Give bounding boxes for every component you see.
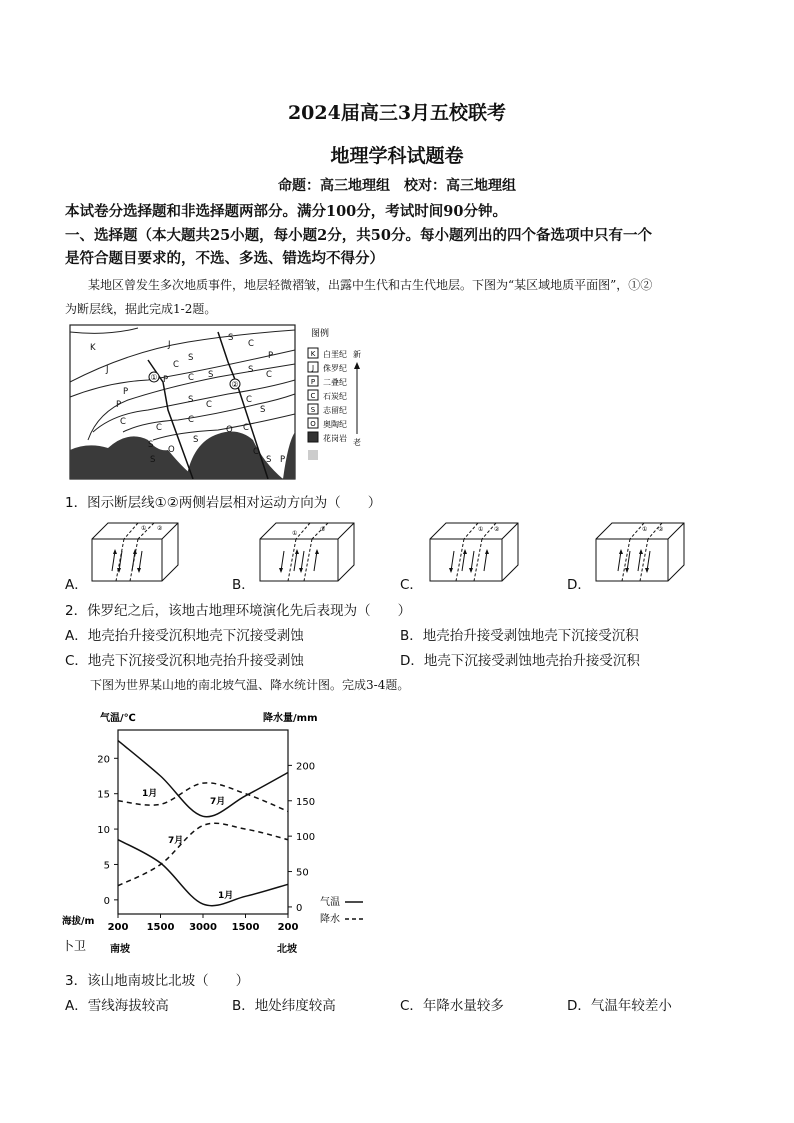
legend-name: 石炭纪 <box>323 392 347 401</box>
q3-option-b[interactable]: B．地处纬度较高 <box>232 998 336 1014</box>
y-right-tick-label: 150 <box>296 796 316 808</box>
legend-precip-label: 降水 <box>320 914 340 925</box>
q2-option-a[interactable]: A．地壳抬升接受沉积地壳下沉接受剥蚀 <box>65 628 304 644</box>
legend-name: 奥陶纪 <box>323 420 347 429</box>
north-slope-label: 北坡 <box>277 944 297 955</box>
svg-text:P: P <box>280 455 286 465</box>
section-heading-line1: 一、选择题（本大题共25小题，每小题2分，共50分。每小题列出的四个备选项中只有一个 <box>65 227 652 244</box>
svg-text:①: ① <box>478 526 484 533</box>
legend-code: S <box>310 406 316 414</box>
svg-text:S: S <box>150 455 156 465</box>
svg-text:S: S <box>148 440 154 450</box>
y-left-tick-label: 5 <box>103 860 110 872</box>
legend-name: 志留纪 <box>323 406 347 415</box>
svg-text:C: C <box>243 423 249 433</box>
svg-text:C: C <box>188 373 194 383</box>
svg-text:C: C <box>156 423 162 433</box>
exam-subtitle: 地理学科试题卷 <box>330 145 464 167</box>
y-right-tick-label: 0 <box>296 902 303 914</box>
svg-text:S: S <box>260 405 266 415</box>
x-axis-label: 海拔/m <box>62 916 95 927</box>
svg-text:S: S <box>188 353 194 363</box>
svg-text:C: C <box>120 417 126 427</box>
svg-text:S: S <box>228 333 234 343</box>
arrow-old-label: 老 <box>353 438 361 447</box>
svg-text:①: ① <box>642 526 648 533</box>
y-right-tick-label: 100 <box>296 832 316 844</box>
y-right-tick-label: 50 <box>296 867 309 879</box>
q1-option-a-label[interactable]: A． <box>65 577 88 593</box>
series-line-precip <box>118 823 288 885</box>
passage1-line1: 某地区曾发生多次地质事件，地层轻微褶皱，出露中生代和古生代地层。下图为“某区域地质平面图”，①② <box>88 278 653 292</box>
q1-option-c-label[interactable]: C． <box>400 577 423 593</box>
series-line-temp <box>118 741 288 817</box>
passage2: 下图为世界某山地的南北坡气温、降水统计图。完成3-4题。 <box>90 678 410 692</box>
svg-text:K: K <box>90 343 96 353</box>
q3-stem: 3．该山地南坡比北坡（ ） <box>65 973 250 989</box>
x-tick-label: 200 <box>277 922 299 933</box>
svg-text:J: J <box>106 365 109 375</box>
intro-text: 本试卷分选择题和非选择题两部分。满分100分，考试时间90分钟。 <box>65 203 507 220</box>
svg-text:②: ② <box>157 525 163 532</box>
exam-title: 2024届高三3月五校联考 <box>287 102 507 124</box>
block-diagram-c[interactable] <box>426 519 522 585</box>
y-left-tick-label: 20 <box>97 754 110 766</box>
svg-text:S: S <box>208 370 214 380</box>
block-diagram-a[interactable] <box>88 519 182 585</box>
legend-code: C <box>310 392 316 400</box>
svg-text:C: C <box>248 339 254 349</box>
legend-title: 图例 <box>311 329 330 339</box>
q3-option-a[interactable]: A．雪线海拔较高 <box>65 998 169 1014</box>
x-tick-label: 1500 <box>146 922 175 933</box>
legend-name: 侏罗纪 <box>323 364 347 373</box>
block-diagram-d[interactable] <box>592 519 688 585</box>
svg-text:C: C <box>173 360 179 370</box>
legend-code: J <box>311 364 315 372</box>
svg-text:S: S <box>193 435 199 445</box>
q2-option-d[interactable]: D．地壳下沉接受剥蚀地壳抬升接受沉积 <box>400 653 640 669</box>
svg-text:O: O <box>168 445 175 455</box>
section-heading-line2: 是符合题目要求的，不选、多选、错选均不得分） <box>65 250 384 267</box>
svg-text:O: O <box>226 425 233 435</box>
legend-code: O <box>310 420 316 428</box>
plot-frame <box>118 730 288 914</box>
series-label-jul-temp: 7月 <box>210 797 226 807</box>
svg-text:②: ② <box>320 526 326 533</box>
y-left-tick-label: 0 <box>103 895 110 907</box>
series-label-jan-temp: 1月 <box>218 891 234 901</box>
svg-text:S: S <box>248 365 254 375</box>
q2-option-b[interactable]: B．地壳抬升接受剥蚀地壳下沉接受沉积 <box>400 628 639 644</box>
q1-stem: 1．图示断层线①②两侧岩层相对运动方向为（ ） <box>65 495 382 511</box>
q3-option-d[interactable]: D．气温年较差小 <box>567 998 672 1014</box>
map-legend <box>308 348 347 443</box>
age-arrow-head <box>354 362 360 369</box>
svg-text:C: C <box>206 400 212 410</box>
q2-option-c[interactable]: C．地壳下沉接受沉积地壳抬升接受剥蚀 <box>65 653 304 669</box>
svg-text:S: S <box>188 395 194 405</box>
svg-text:①: ① <box>141 525 147 532</box>
legend-code: P <box>310 378 316 386</box>
x-tick-label: 200 <box>107 922 129 933</box>
q1-option-b-label[interactable]: B． <box>232 577 255 593</box>
svg-text:P: P <box>123 387 129 397</box>
stray-mark: 卜卫 <box>62 939 87 953</box>
legend-code: K <box>310 350 316 358</box>
block-diagram-b[interactable] <box>256 519 358 585</box>
legend-name: 二叠纪 <box>323 378 347 387</box>
fault-marker-2-label: ② <box>231 380 239 389</box>
legend-name: 花岗岩 <box>323 434 347 443</box>
svg-text:J: J <box>168 340 171 350</box>
y-left-label: 气温/℃ <box>100 713 136 724</box>
y-left-tick-label: 15 <box>97 789 110 801</box>
y-left-tick-label: 10 <box>97 825 110 837</box>
fault-marker-1-label: ① <box>150 373 158 382</box>
south-slope-label: 南坡 <box>110 944 130 955</box>
q2-stem: 2．侏罗纪之后，该地古地理环境演化先后表现为（ ） <box>65 603 412 619</box>
svg-text:C: C <box>188 415 194 425</box>
svg-text:P: P <box>163 375 169 385</box>
x-tick-label: 3000 <box>189 922 217 933</box>
author-line: 命题：高三地理组 校对：高三地理组 <box>278 178 516 194</box>
series-label-jul-precip: 7月 <box>168 836 184 846</box>
y-right-label: 降水量/mm <box>263 713 318 724</box>
svg-text:②: ② <box>658 526 664 533</box>
svg-text:①: ① <box>292 530 298 537</box>
arrow-new-label: 新 <box>353 350 361 359</box>
climate-chart <box>60 700 380 962</box>
passage1-line2: 为断层线，据此完成1-2题。 <box>65 302 217 316</box>
svg-text:②: ② <box>494 526 500 533</box>
smudge <box>308 450 318 460</box>
y-right-tick-label: 200 <box>296 761 316 773</box>
svg-text:C: C <box>253 447 259 457</box>
q3-option-c[interactable]: C．年降水量较多 <box>400 998 504 1014</box>
svg-text:S: S <box>266 455 272 465</box>
legend-name: 白垩纪 <box>323 350 347 359</box>
q1-option-d-label[interactable]: D． <box>567 577 591 593</box>
svg-text:P: P <box>116 400 122 410</box>
legend-temp-label: 气温 <box>320 897 340 908</box>
svg-text:C: C <box>266 370 272 380</box>
series-line-temp <box>118 840 288 906</box>
x-tick-label: 1500 <box>231 922 260 933</box>
series-label-jan-precip: 1月 <box>142 789 158 799</box>
svg-text:P: P <box>268 351 274 361</box>
svg-text:C: C <box>246 395 252 405</box>
geologic-map <box>68 322 368 484</box>
